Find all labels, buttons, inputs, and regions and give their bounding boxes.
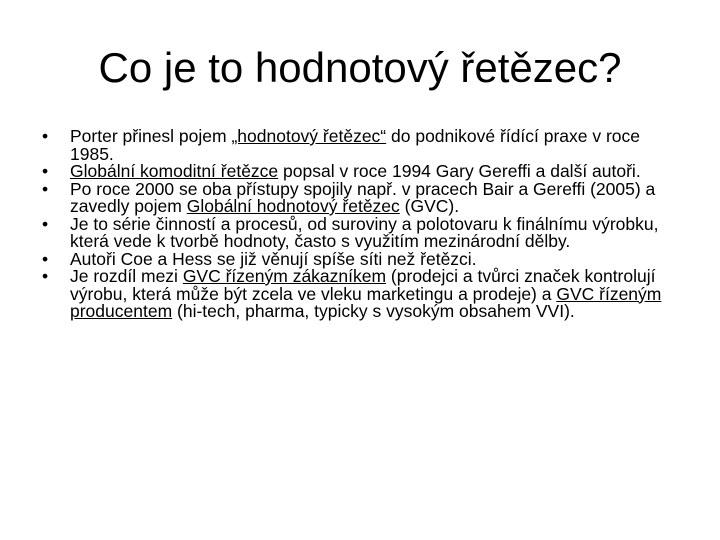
bullet-item bbox=[40, 268, 680, 321]
bullet-dot-icon: • bbox=[42, 161, 49, 181]
underlined-term: Globální komoditní řetězce bbox=[70, 161, 279, 181]
bullet-text: Autoři Coe a Hess se již věnují spíše síti než řetězci. bbox=[70, 248, 477, 269]
bullet-text: Porter bbox=[70, 126, 118, 146]
bullet-dot-icon: • bbox=[42, 213, 49, 234]
bullet-text: Po roce 2000 se oba přístupy spojily např. v pracech Bair a Gereffi (2005) a zavedly pojem bbox=[70, 178, 656, 216]
bullet-text: do podnikové řídící praxe v roce 1985. bbox=[70, 126, 641, 164]
bullet-text: přinesl pojem bbox=[117, 126, 232, 146]
slide-title: Co je to hodnotový řetězec? bbox=[98, 44, 622, 91]
bullet-text: (GVC). bbox=[399, 196, 460, 216]
bullet-dot-icon: • bbox=[42, 126, 49, 146]
underlined-term: GVC řízeným producentem bbox=[70, 283, 662, 321]
bullet-dot-icon: • bbox=[42, 178, 49, 199]
bullet-item bbox=[40, 178, 680, 216]
bullet-text: (hi-tech, pharma, typicky s vysokým obsahem VVI). bbox=[172, 301, 575, 321]
bullet-text: popsal v roce 1994 Gary Gereffi a další autoři. bbox=[278, 161, 641, 181]
bullet-dot-icon: • bbox=[42, 248, 49, 269]
bullet-item bbox=[40, 128, 680, 163]
bullet-dot-icon: • bbox=[42, 266, 49, 286]
underlined-term: GVC řízeným zákazníkem bbox=[182, 266, 387, 286]
bullet-text: Je to série činností a procesů, od suroviny a polotovaru k finálnímu výrobku, která vede k tvorbě hodnoty, často s využitím mezinárodní dělby. bbox=[70, 213, 659, 251]
bullet-list bbox=[40, 128, 680, 321]
underlined-term: Globální hodnotový řetězec bbox=[186, 196, 400, 216]
bullet-text: Je rozdíl mezi bbox=[70, 266, 183, 286]
bullet-text: (prodejci a tvůrci značek kontrolují výrobu, která může být zcela ve vleku marketingu a prodeje) a bbox=[70, 266, 656, 304]
underlined-term: „hodnotový řetězec“ bbox=[231, 126, 387, 146]
bullet-item bbox=[40, 213, 680, 251]
